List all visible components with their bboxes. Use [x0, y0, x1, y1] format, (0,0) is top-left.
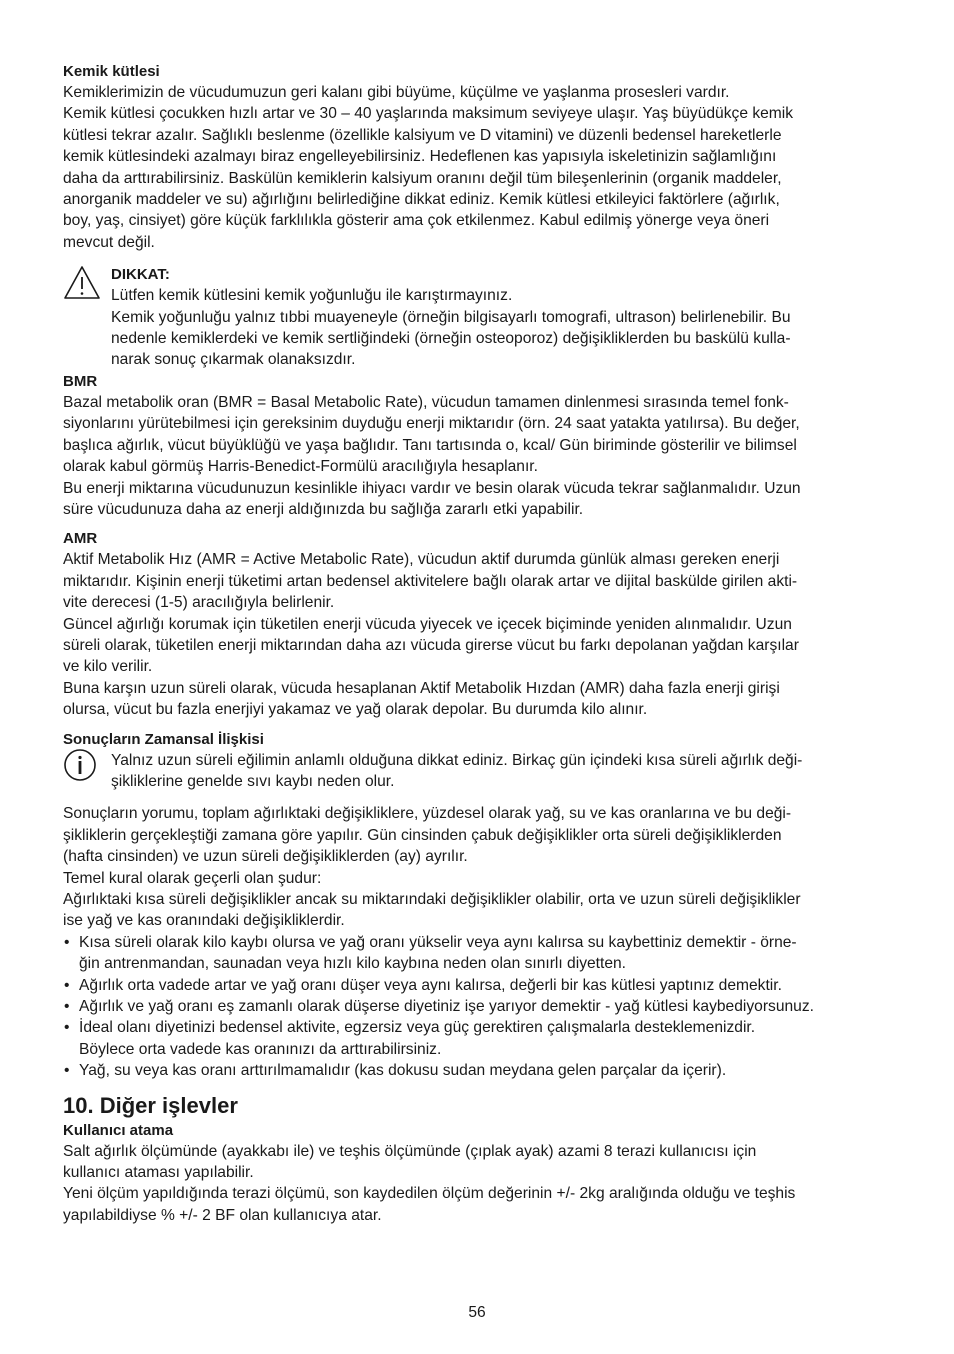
paragraph-line: süre vücudunuza daha az enerji aldığınızda bu sağlığa zararlı etki yapabilir. [63, 500, 584, 518]
paragraph-line: olursa, vücut bu fazla enerjiyi yakamaz ve yağ olarak depolar. Bu durumda kilo alınır. [63, 701, 648, 719]
section-zamansal-iliski [63, 730, 889, 1082]
list-item [63, 975, 889, 996]
paragraph-line: başlıca ağırlık, vücut büyüklüğü ve yaşa bağlıdır. Tanı tartısında o, kcal/ Gün biriminde gösterilir ve bilimsel [63, 436, 797, 454]
paragraph-line: nedenle kemiklerdeki ve kemik sertliğindeki (örneğin osteoporoz) değişikliklerden bu baskülü kulla- [111, 330, 791, 348]
heading-zamansal-iliski: Sonuçların Zamansal İlişkisi [63, 730, 264, 748]
paragraph-line: Lütfen kemik kütlesini kemik yoğunluğu ile karıştırmayınız. [111, 287, 513, 305]
warning-triangle-icon [63, 265, 111, 371]
paragraph-line: Temel kural olarak geçerli olan şudur: [63, 869, 322, 887]
paragraph-line: mevcut değil. [63, 233, 155, 251]
paragraph-line: süreli olarak, tüketilen enerji miktarından daha azı vücuda girerse vücut bu farkı depolanan yağdan karşılar [63, 636, 799, 654]
paragraph-line: yapılabildiyse % +/- 2 BF olan kullanıcıya atar. [63, 1206, 382, 1224]
document-page [63, 62, 889, 1226]
chapter-title: 10. Diğer işlevler [63, 1092, 238, 1118]
heading-kullanici-atama: Kullanıcı atama [63, 1121, 174, 1139]
heading-dikkat: DIKKAT: [111, 266, 170, 284]
bullet-list [63, 932, 889, 1082]
bullet-line: Ağırlık orta vadede artar ve yağ oranı düşer veya aynı kalırsa, değerli bir kas kütlesi yaptınız demektir. [79, 976, 782, 994]
paragraph-line: kemik kütlesindeki azalmayı biraz engelleyebilirsiniz. Hedeflenen kas yapısıyla iskeletinizin sağlamlığını [63, 148, 777, 166]
bullet-line: Yağ, su veya kas oranı arttırılmamalıdır (kas dokusu sudan meydana gelen parçalar da içerir). [79, 1062, 727, 1080]
section-kemik-kutlesi [63, 62, 889, 253]
info-note [63, 750, 889, 793]
paragraph-line: Güncel ağırlığı korumak için tüketilen enerji vücuda yiyecek ve içecek biçiminde yeniden alınmalıdır. Uzun [63, 615, 792, 633]
paragraph-line: Buna karşın uzun süreli olarak, vücuda hesaplanan Aktif Metabolik Hızdan (AMR) daha fazla enerji girişi [63, 679, 780, 697]
heading-bmr: BMR [63, 372, 98, 390]
paragraph-line: şikliklerine genelde sıvı kaybı neden olur. [111, 772, 395, 790]
paragraph-line: kütlesi tekrar azalır. Sağlıklı beslenme (özellikle kalsiyum ve D vitamini) ve düzenli bedensel hareketlerle [63, 126, 782, 144]
section-bmr [63, 372, 889, 520]
paragraph-line: daha da arttırabilirsiniz. Baskülün kemiklerin kalsiyum oranını değil tüm bileşenlerinin (organik maddeler, [63, 169, 782, 187]
list-item [63, 996, 889, 1017]
page-number: 56 [468, 1304, 486, 1321]
paragraph-line: Yeni ölçüm yapıldığında terazi ölçümü, son kaydedilen ölçüm değerinin +/- 2kg aralığında olduğu ve teşhis [63, 1185, 796, 1203]
bullet-line: ğin antrenmandan, saunadan veya hızlı kilo kaybına neden olan sınırlı diyetten. [79, 955, 627, 973]
paragraph-line: siyonlarını yürütebilmesi için gereksinim duyduğu enerji miktarıdır (örn. 24 saat yatakta yatılırsa). Bu değer, [63, 415, 800, 433]
list-item [63, 1017, 889, 1060]
paragraph-line: Yalnız uzun süreli eğilimin anlamlı olduğuna dikkat ediniz. Birkaç gün içindeki kısa süreli ağırlık deği- [111, 751, 803, 769]
section-diger-islevler [63, 1091, 889, 1227]
bullet-line: Ağırlık ve yağ oranı eş zamanlı olarak düşerse diyetiniz işe yarıyor demektir - yağ kütlesi kaybediyorsunuz. [79, 998, 814, 1016]
paragraph-line: vite derecesi (1-5) aracılığıyla belirlenir. [63, 594, 335, 612]
paragraph-line: narak sonuç çıkarmak olanaksızdır. [111, 351, 356, 369]
section-amr [63, 529, 889, 720]
paragraph-line: şikliklerin gerçekleştiği zamana göre yapılır. Gün cinsinden çabuk değişiklikler orta süreli değişikliklerden [63, 826, 782, 844]
paragraph-line: Kemik kütlesi çocukken hızlı artar ve 30 – 40 yaşlarında maksimum seviyeye ulaşır. Yaş büyüdükçe kemik [63, 105, 794, 123]
paragraph-line: olarak kabul görmüş Harris-Benedict-Formülü aracılığıyla hesaplanır. [63, 458, 538, 476]
paragraph-line: Kemiklerimizin de vücudumuzun geri kalanı gibi büyüme, küçülme ve yaşlanma prosesleri vardır. [63, 84, 730, 101]
list-item [63, 932, 889, 975]
paragraph-line: Ağırlıktaki kısa süreli değişiklikler ancak su miktarındaki değişiklikler olabilir, orta ve uzun süreli değişiklikler [63, 891, 801, 908]
bullet-line: Kısa süreli olarak kilo kaybı olursa ve yağ oranı yükselir veya aynı kalırsa su kaybettiniz demektir - örne- [79, 933, 797, 951]
paragraph-line: miktarıdır. Kişinin enerji tüketimi artan bedensel aktivitelere bağlı olarak artar ve dijital baskülde girilen akti- [63, 572, 798, 590]
paragraph-line: (hafta cinsinden) ve uzun süreli değişikliklerden (ay) ayrılır. [63, 848, 468, 866]
list-item [63, 1060, 889, 1081]
paragraph-line: Bazal metabolik oran (BMR = Basal Metabolic Rate), vücudun tamamen dinlenmesi sırasında temel fonk- [63, 393, 789, 411]
bullet-line: İdeal olanı diyetinizi bedensel aktivite, egzersiz veya güç gerektiren çalışmalarla desteklemenizdir. [79, 1019, 756, 1037]
paragraph-line: Sonuçların yorumu, toplam ağırlıktaki değişikliklere, yüzdesel olarak yağ, su ve kas oranlarına ve bu deği- [63, 805, 792, 823]
heading-kemik-kutlesi: Kemik kütlesi [63, 63, 160, 80]
paragraph-line: ise yağ ve kas oranındaki değişikliklerdir. [63, 912, 345, 930]
paragraph-line: Bu enerji miktarına vücudunuzun kesinlikle ihiyacı vardır ve besin olarak vücuda tekrar sağlanmalıdır. Uzun [63, 479, 801, 497]
bullet-line: Böylece orta vadede kas oranınızı da arttırabilirsiniz. [79, 1040, 442, 1058]
paragraph-line: anorganik maddeler ve su) ağırlığını belirlediğine dikkat ediniz. Kemik kütlesi etkileyici faktörlere (ağırlık, [63, 191, 780, 209]
paragraph-line: boy, yaş, cinsiyet) göre küçük farklılıkla gösterir ama çok etkilenmez. Kabul edilmiş yönerge veya öneri [63, 212, 770, 230]
paragraph-line: ve kilo verilir. [63, 658, 153, 676]
info-icon [63, 750, 111, 793]
paragraph-line: kullanıcı ataması yapılabilir. [63, 1164, 254, 1182]
paragraph-line: Kemik yoğunluğu yalnız tıbbi muayeneyle (örneğin bilgisayarlı tomografi, ultrason) belirlenebilir. Bu [111, 308, 791, 326]
warning-note [63, 265, 889, 371]
paragraph-line: Salt ağırlık ölçümünde (ayakkabı ile) ve teşhis ölçümünde (çıplak ayak) azami 8 terazi kullanıcısı için [63, 1142, 757, 1160]
heading-amr: AMR [63, 530, 98, 548]
paragraph-line: Aktif Metabolik Hız (AMR = Active Metabolic Rate), vücudun aktif durumda günlük alması gereken enerji [63, 551, 780, 569]
